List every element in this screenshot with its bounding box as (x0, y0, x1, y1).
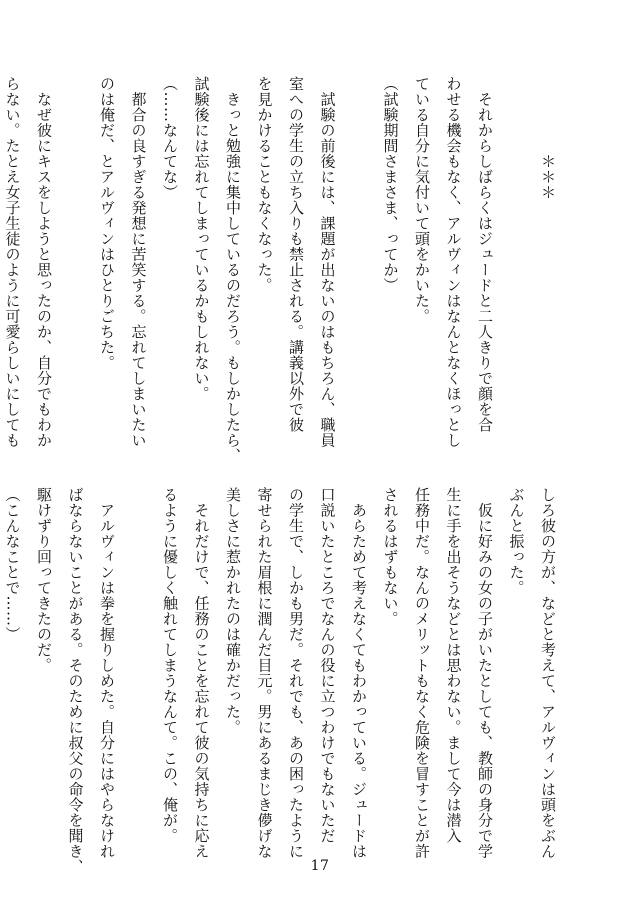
text-column: アルヴィンは拳を握りしめた。自分にはやらなけれ (98, 487, 116, 859)
text-column: それだけで、任務のことを忘れて彼の気持ちに応え (192, 487, 211, 859)
text-column: 試験後には忘れてしまっているかもしれない。 (192, 76, 211, 402)
text-column: 美しさに惹かれたのは確かだった。 (224, 487, 242, 735)
text-column: 都合の良すぎる発想に苦笑する。忘れてしまいたい (129, 76, 148, 448)
text-column: それからしばらくはジュードと二人きりで顔を合 (476, 76, 494, 433)
text-column (343, 76, 375, 472)
text-column: 仮に好みの女の子がいたとしても、教師の身分で学 (476, 487, 494, 859)
text-column: のは俺だ、とアルヴィンはひとりごちた。 (98, 76, 116, 371)
text-column: ている自分に気付いて頭をかいた。 (413, 76, 431, 324)
text-column: しろ彼の方が、などと考えて、アルヴィンは頭をぶん (539, 487, 557, 859)
text-column: ぶんと振った。 (507, 487, 526, 596)
page-number: 17 (310, 858, 330, 874)
text-column: なぜ彼にキスをしようと思ったのか、自分でもわか (35, 76, 53, 448)
text-column: ばならないことがある。そのために叔父の命令を聞き、 (66, 487, 85, 875)
text-column: 試験の前後には、課題が出ないのはもちろん、職員 (318, 76, 337, 448)
text-column: 駆けずり回ってきたのだ。 (35, 487, 53, 673)
text-column: るように優しく触れてしまうなんて。この、俺が。 (161, 487, 179, 844)
text-column: （こんなことで……） (3, 487, 22, 642)
text-column: されるはずもない。 (381, 487, 400, 627)
text-column (59, 76, 91, 472)
text-column: 生に手を出そうなどとは思わない。まして今は潜入 (444, 487, 463, 844)
upper-text-block (0, 76, 563, 472)
text-column: （試験期間さまさま、ってか） (381, 76, 400, 293)
text-column: あらためて考えなくてもわかっている。ジュードは (350, 487, 368, 859)
text-column (500, 76, 532, 472)
text-column (122, 487, 154, 819)
text-column: （……なんてな） (161, 76, 179, 200)
text-column: わせる機会もなく、アルヴィンはなんとなくほっとし (444, 76, 463, 448)
text-column: を見かけることもなくなった。 (255, 76, 274, 293)
text-column: 寄せられた眉根に潤んだ目元。男にあるまじき儚げな (255, 487, 274, 859)
text-column: の学生で、しかも男だ。それでも、あの困ったように (287, 487, 305, 859)
text-column: ＊＊＊ (539, 76, 557, 200)
text-column: 口説いたところでなんの役に立つわけでもないただ (318, 487, 337, 844)
text-column: らない。たとえ女子生徒のように可愛らしいにしても (3, 76, 22, 448)
text-column: きっと勉強に集中しているのだろう。もしかしたら、 (224, 76, 242, 464)
text-column: 室への学生の立ち入りも禁止される。講義以外で彼 (287, 76, 305, 433)
text-column: 任務中だ。なんのメリットもなく危険を冒すことが許 (413, 487, 431, 859)
